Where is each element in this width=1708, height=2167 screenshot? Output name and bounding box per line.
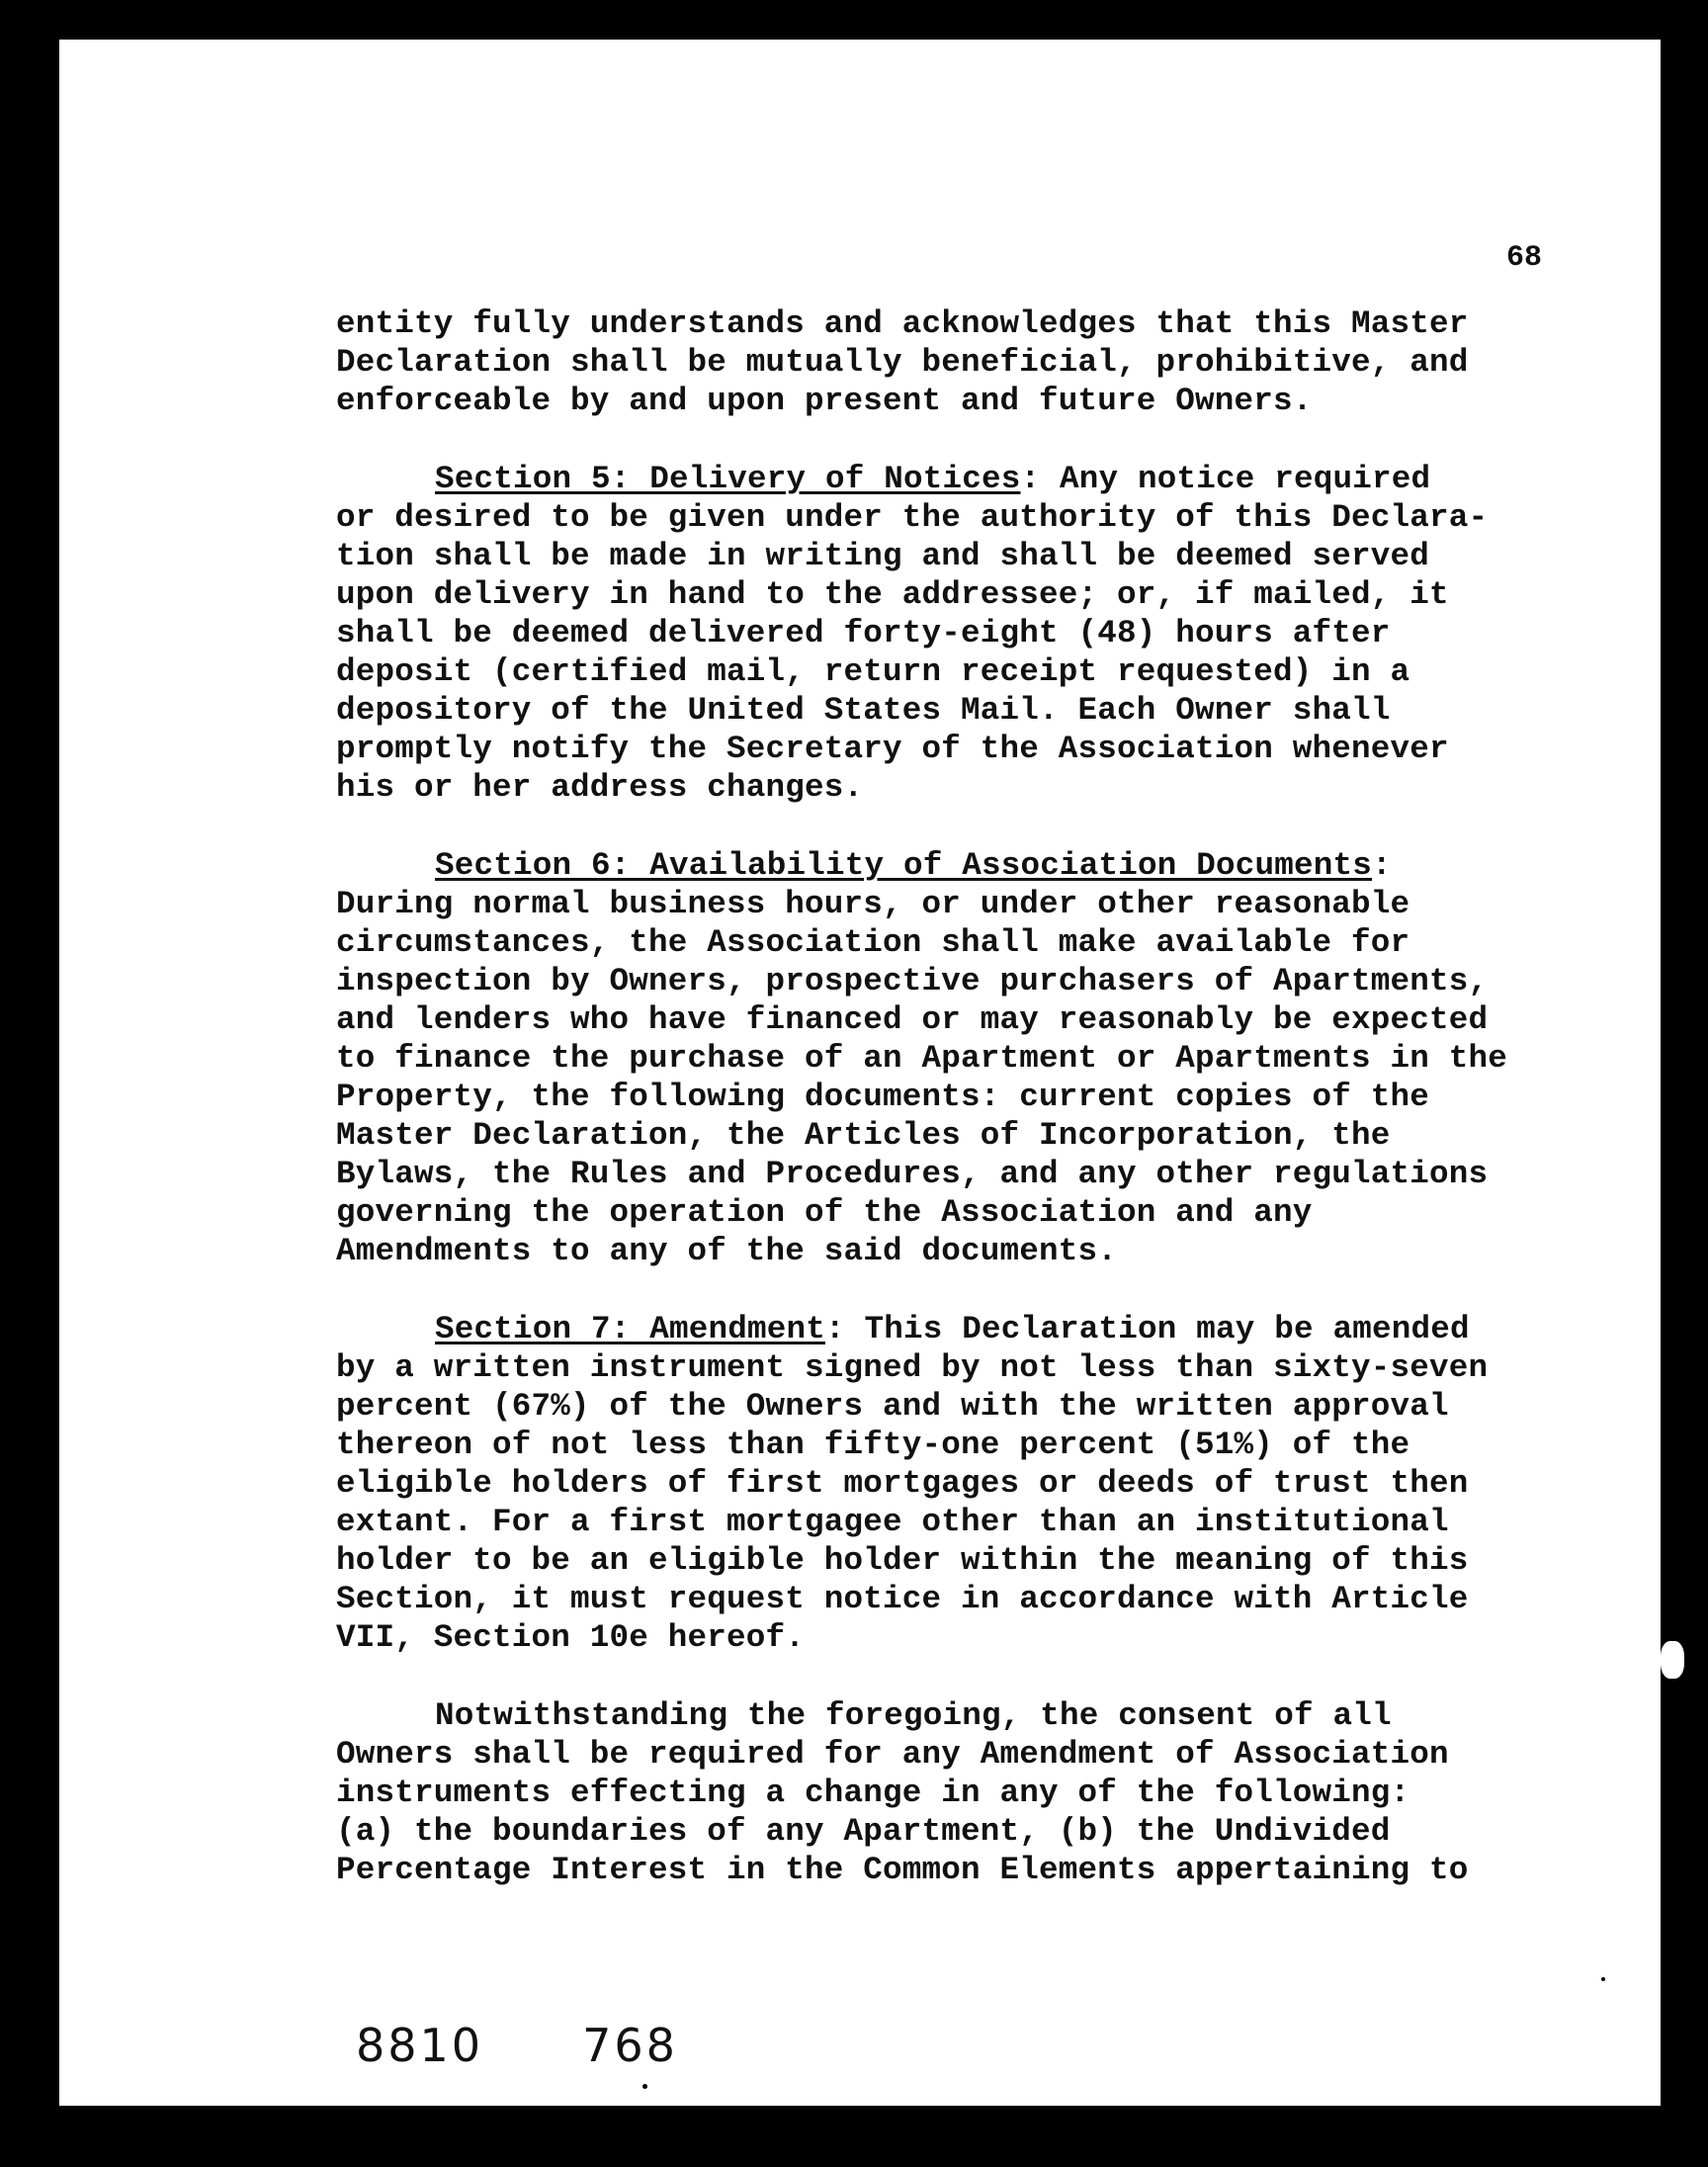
paragraph-section-7 xyxy=(336,1310,1542,1657)
control-number-right: 768 xyxy=(582,2019,678,2072)
paragraph-text: Notwithstanding the foregoing, the consent of all Owners shall be required for any Amendment of Association instruments effecting a change in any of the following: (a) the boundaries of any Apartment, (b) the Undivided Percentage Interest in the Common Elements appertaining to xyxy=(336,1697,1469,1888)
paragraph-text: : During normal business hours, or under other reasonable circumstances, the Association shall make available for inspection by Owners, prospective purchasers of Apartments, and lenders who have financed or may reasonably be expected to finance the purchase of an Apartment or Apartments in the Property, the following documents: current copies of the Master Declaration, the Articles of Incorporation, the Bylaws, the Rules and Procedures, and any other regulations governing the operation of the Association and any Amendments to any of the said documents. xyxy=(336,847,1508,1269)
document-page xyxy=(59,40,1661,2106)
page-number: 68 xyxy=(1505,241,1542,275)
control-number-left: 8810 xyxy=(356,2019,484,2072)
document-control-number xyxy=(356,2019,678,2072)
paragraph-section-5 xyxy=(336,460,1542,807)
paragraph-text: : This Declaration may be amended by a written instrument signed by not less than sixty-seven percent (67%) of the Owners and with the written approval thereon of not less than fifty-one percent (51%) of the eligible holders of first mortgages or deeds of trust then extant. For a first mortgagee other than an institutional holder to be an eligible holder within the meaning of this Section, it must request notice in accordance with Article VII, Section 10e hereof. xyxy=(336,1311,1489,1656)
document-body xyxy=(336,304,1542,1929)
section-heading: Section 7: Amendment xyxy=(435,1311,826,1347)
section-heading: Section 5: Delivery of Notices xyxy=(435,461,1021,497)
section-heading: Section 6: Availability of Association Documents xyxy=(435,847,1373,884)
paragraph-text: : Any notice required or desired to be given under the authority of this Declara- tion shall be made in writing and shall be deemed served upon delivery in hand to the addressee; or, if mailed, it shall be deemed delivered forty-eight (48) hours after deposit (certified mail, return receipt requested) in a depository of the United States Mail. Each Owner shall promptly notify the Secretary of the Association whenever his or her address changes. xyxy=(336,461,1489,806)
scan-speck xyxy=(1601,1977,1605,1981)
paragraph-section-6 xyxy=(336,846,1542,1270)
paragraph-continuation xyxy=(336,304,1542,420)
scan-speck xyxy=(642,2084,647,2089)
scan-border xyxy=(0,0,59,2167)
scan-edge-mark xyxy=(1661,1641,1684,1679)
paragraph-notwithstanding xyxy=(336,1696,1542,1889)
paragraph-text: entity fully understands and acknowledges that this Master Declaration shall be mutually beneficial, prohibitive, and enforceable by and upon present and future Owners. xyxy=(336,305,1469,419)
